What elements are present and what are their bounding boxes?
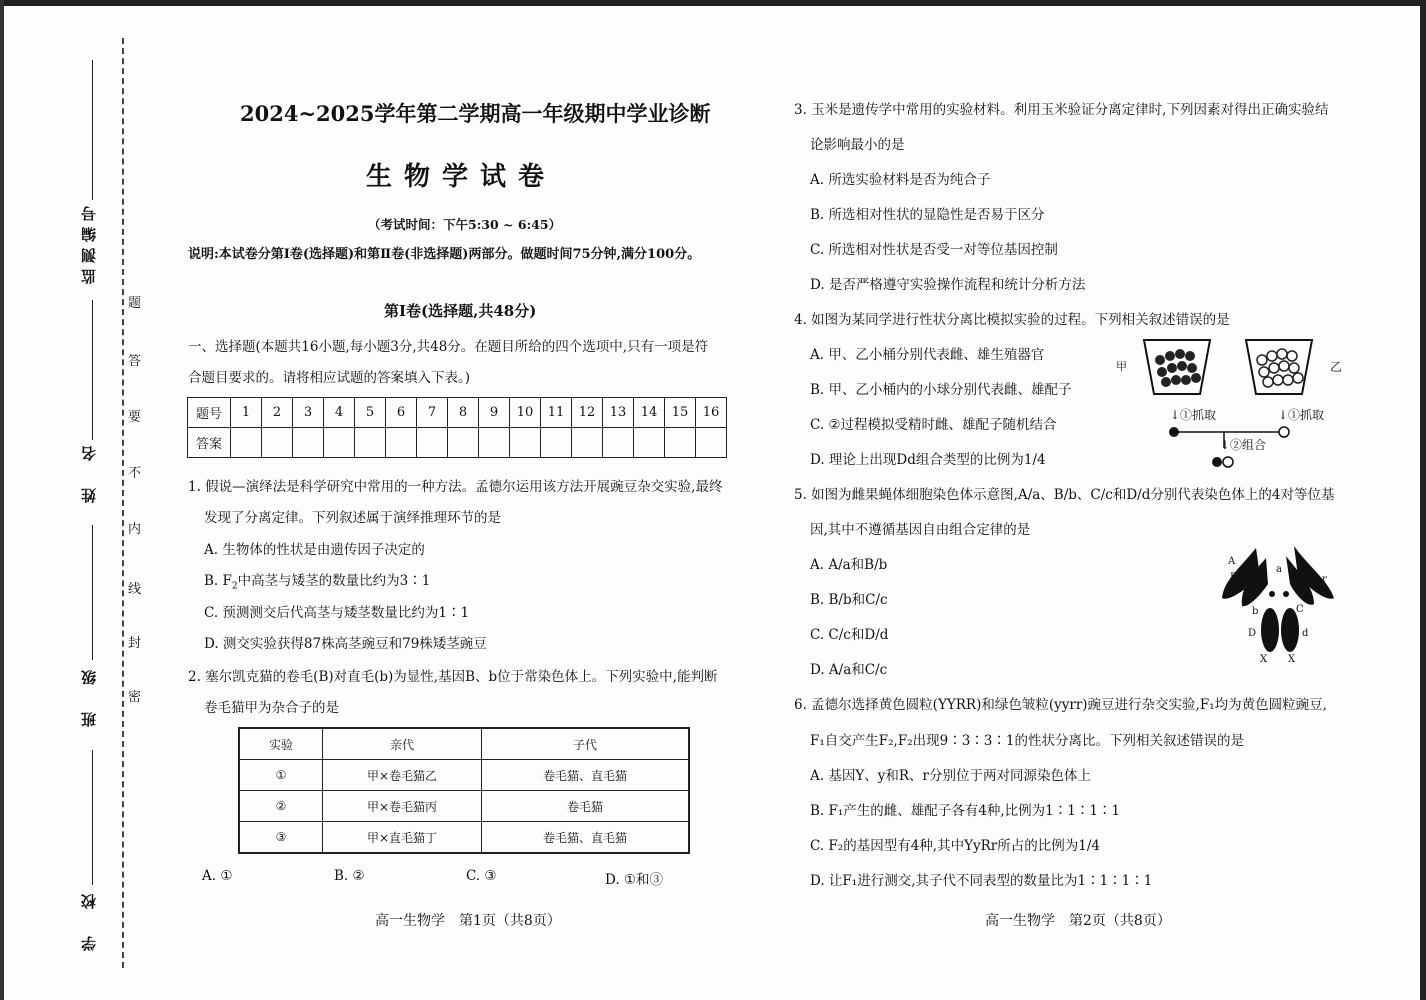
gene-label: D [1248,628,1257,639]
buckets-svg [1112,332,1352,477]
question-5-stem: 因,其中不遵循基因自由组合定律的是 [810,522,1031,538]
q5-option-a: A. A/a和B/b [810,557,888,573]
gene-label: B [1230,572,1238,583]
question-2-stem: 2. 塞尔凯克猫的卷毛(B)对直毛(b)为显性,基因B、b位于常染色体上。下列实验中,能判断 [188,669,718,685]
q1-option-d: D. 测交实验获得87株高茎豌豆和79株矮茎豌豆 [204,636,487,652]
section-intro: 合题目要求的。请将相应试题的答案填入下表。) [188,370,471,386]
answer-cell[interactable] [293,428,324,458]
table-cell: 卷毛猫、直毛猫 [482,822,690,854]
answer-cell[interactable] [324,428,355,458]
number-cell: 7 [417,398,448,428]
subscript: 2 [231,581,238,592]
table-cell: ③ [239,822,323,854]
question-2-stem: 卷毛猫甲为杂合子的是 [204,700,339,716]
number-cell: 9 [479,398,510,428]
number-cell: 13 [603,398,634,428]
page-footer-left: 高一生物学 第1页（共8页） [375,913,561,929]
question-6-stem: 6. 孟德尔选择黄色圆粒(YYRR)和绿色皱粒(yyrr)豌豆进行杂交实验,F₁均为黄色圆粒豌豆, [794,697,1327,713]
q3-option-d: D. 是否严格遵守实验操作流程和统计分析方法 [810,277,1086,293]
seal-char: 不 [128,466,142,481]
section-title: 第Ⅰ卷(选择题,共48分) [384,302,537,320]
seal-dashed-line [122,38,124,968]
page-footer-right: 高一生物学 第2页（共8页） [985,913,1171,929]
q5-option-c: C. C/c和D/d [810,627,889,643]
table-row [188,398,727,428]
table-cell: ② [239,791,323,822]
number-cell: 2 [262,398,293,428]
answer-cell[interactable] [541,428,572,458]
school-line [92,750,93,885]
question-1-stem: 1. 假说—演绎法是科学研究中常用的一种方法。孟德尔运用该方法开展豌豆杂交实验,最终 [188,479,723,495]
answer-cell[interactable] [696,428,727,458]
q6-option-c: C. F₂的基因型有4种,其中YyRr所占的比例为1/4 [810,838,1100,854]
q4-option-b: B. 甲、乙小桶内的小球分别代表雌、雄配子 [810,382,1072,398]
number-cell: 10 [510,398,541,428]
q3-option-b: B. 所选相对性状的显隐性是否易于区分 [810,207,1045,223]
q1-option-b-text: 中高茎与矮茎的数量比约为3∶1 [237,573,431,589]
seal-char: 线 [128,582,142,597]
class-line [92,525,93,660]
grab-label-1: ↓①抓取 [1170,408,1217,422]
school-label: 学 校 [80,888,98,951]
answer-cell[interactable] [510,428,541,458]
q6-option-b: B. F₁产生的雌、雄配子各有4种,比例为1∶1∶1∶1 [810,803,1121,819]
q4-option-d: D. 理论上出现Dd组合类型的比例为1/4 [810,452,1046,468]
q4-option-c: C. ②过程模拟受精时雌、雄配子随机结合 [810,417,1057,433]
q1-option-c: C. 预测测交后代高茎与矮茎数量比约为1∶1 [204,605,470,621]
table-header-cell: 答案 [188,428,231,458]
answer-table [187,397,727,458]
number-cell: 5 [355,398,386,428]
bucket-figure [1112,332,1352,477]
gene-label: d [1302,628,1309,639]
seal-char: 题 [128,296,142,311]
q5-option-d: D. A/a和C/c [810,662,888,678]
answer-cell[interactable] [262,428,293,458]
number-cell: 4 [324,398,355,428]
binding-margin [0,0,160,1000]
scan-edge-top [0,0,1426,6]
answer-cell[interactable] [355,428,386,458]
table-row [239,822,689,854]
table-cell: 甲×直毛猫丁 [323,822,482,854]
table-header-cell: 实验 [239,728,323,760]
answer-cell[interactable] [603,428,634,458]
answer-cell[interactable] [231,428,262,458]
table-cell: 甲×卷毛猫乙 [323,760,482,791]
table-row [239,791,689,822]
subject-title: 生物学试卷 [366,162,557,192]
bucket-jia-label: 甲 [1116,360,1127,373]
chromosome-figure [1210,540,1350,670]
answer-cell[interactable] [479,428,510,458]
answer-cell[interactable] [634,428,665,458]
number-cell: 1 [231,398,262,428]
q3-option-c: C. 所选相对性状是否受一对等位基因控制 [810,242,1058,258]
table-header-cell: 子代 [482,728,690,760]
q4-option-a: A. 甲、乙小桶分别代表雌、雄生殖器官 [810,347,1045,363]
exam-time: （考试时间：下午5:30 ~ 6:45） [368,217,562,232]
number-cell: 6 [386,398,417,428]
exam-title: 2024~2025学年第二学期高一年级期中学业诊断 [240,101,711,126]
question-1-stem: 发现了分离定律。下列叙述属于演绎推理环节的是 [204,510,501,526]
seal-char: 密 [128,690,142,705]
seal-char: 内 [128,522,142,537]
table-row [239,728,689,760]
table-cell: 甲×卷毛猫丙 [323,791,482,822]
q2-option-b: B. ② [334,868,365,884]
experiment-table [238,727,690,854]
chromosome-x-label: X [1260,654,1268,665]
number-cell: 3 [293,398,324,428]
gene-label: a [1276,564,1282,575]
table-cell: ① [239,760,323,791]
number-cell: 15 [665,398,696,428]
scan-edge-right [1420,0,1426,1000]
gene-label: r [1322,574,1327,585]
gene-label: A [1228,556,1236,567]
table-cell: 卷毛猫 [482,791,690,822]
number-cell: 8 [448,398,479,428]
number-cell: 11 [541,398,572,428]
id-line [92,60,93,200]
table-header-cell: 题号 [188,398,231,428]
table-cell: 卷毛猫、直毛猫 [482,760,690,791]
chromosome-x-label: X [1288,654,1296,665]
q1-option-b-text: B. F [204,573,232,589]
combine-label: ↓②组合 [1220,438,1267,452]
answer-cell[interactable] [417,428,448,458]
gene-label: b [1252,606,1259,617]
answer-cell[interactable] [572,428,603,458]
seal-char: 答 [128,354,142,369]
number-cell: 14 [634,398,665,428]
question-5-stem: 5. 如图为雌果蝇体细胞染色体示意图,A/a、B/b、C/c和D/d分别代表染色体上的4对等位基 [794,487,1335,503]
question-6-stem: F₁自交产生F₂,F₂出现9∶3∶3∶1的性状分离比。下列相关叙述错误的是 [810,733,1244,749]
answer-cell[interactable] [448,428,479,458]
question-4-stem: 4. 如图为某同学进行性状分离比模拟实验的过程。下列相关叙述错误的是 [794,312,1230,328]
name-line [92,300,93,440]
q3-option-a: A. 所选实验材料是否为纯合子 [810,172,991,188]
table-row [239,760,689,791]
grab-label-2: ↓①抓取 [1278,408,1325,422]
seal-char: 要 [128,410,142,425]
class-label: 班 级 [80,664,98,727]
q6-option-d: D. 让F₁进行测交,其子代不同表型的数量比为1∶1∶1∶1 [810,873,1153,889]
gene-label: C [1296,604,1304,615]
q2-option-a: A. ① [202,868,233,884]
monitor-id-label: 监测编号 [80,200,98,284]
bucket-yi-label: 乙 [1330,360,1343,374]
q2-option-c: C. ③ [466,868,497,884]
instructions: 说明:本试卷分第Ⅰ卷(选择题)和第Ⅱ卷(非选择题)两部分。做题时间75分钟,满分100分。 [188,247,701,262]
section-intro: 一、选择题(本题共16小题,每小题3分,共48分。在题目所给的四个选项中,只有一项是符 [188,339,709,355]
q2-option-d: D. ①和③ [605,872,664,888]
q6-option-a: A. 基因Y、y和R、r分别位于两对同源染色体上 [810,768,1091,784]
seal-char: 封 [128,636,142,651]
question-3-stem: 3. 玉米是遗传学中常用的实验材料。利用玉米验证分离定律时,下列因素对得出正确实验结 [794,102,1329,118]
table-header-cell: 亲代 [323,728,482,760]
question-3-stem: 论影响最小的是 [810,137,905,153]
answer-cell[interactable] [386,428,417,458]
q1-option-b [204,569,430,592]
q5-option-b: B. B/b和C/c [810,592,888,608]
number-cell: 12 [572,398,603,428]
name-label: 姓 名 [80,440,98,503]
q1-option-a: A. 生物体的性状是由遗传因子决定的 [204,542,425,558]
answer-cell[interactable] [665,428,696,458]
table-row [188,428,727,458]
number-cell: 16 [696,398,727,428]
